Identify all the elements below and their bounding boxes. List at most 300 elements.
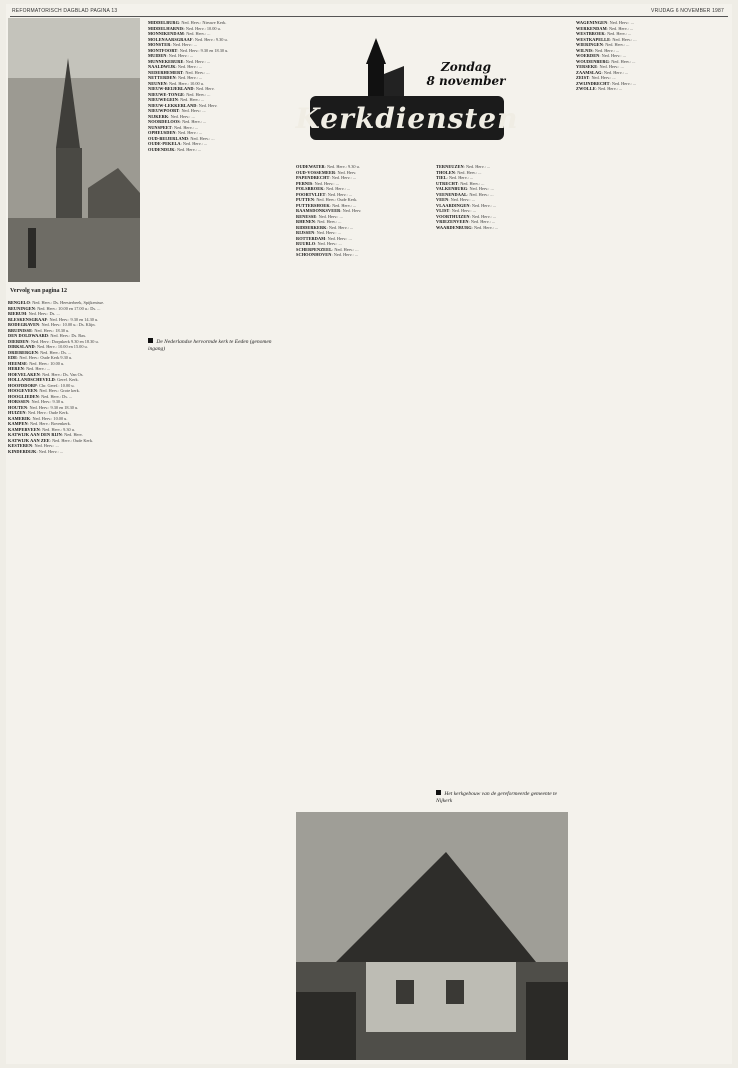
service-details: Ned. Herv.: ... [185,69,210,75]
service-details: Ned. Herv.: Oude Kerk. [27,410,69,415]
town-name: BEUNINGEN [8,305,35,311]
service-details: Geref. Kerk. [57,377,79,382]
church-listing-entry: ZEIST: Ned. Herv.: ... [576,75,616,80]
service-details: Ned. Herv.: ... [332,202,357,208]
service-details: Ned. Herv.: ... [168,53,193,58]
town-name: KATWIJK AAN ZEE [8,437,50,443]
church-listing-entry: HOOGEVEEN: Ned. Herv.: Grote kerk. [8,388,80,393]
service-details: Ned. Herv. [337,169,357,175]
service-details: Ned. Herv.: 10.00 u. [29,360,65,366]
note-caption-text: De Nederlandse hervormde kerk te Eeden (genomen ingang) [148,339,272,352]
town-name: WESTKAPELLE [576,36,611,42]
church-listing-entry: BIERUM: Ned. Herv.: Ds. ... [8,311,60,316]
town-name: OUDE-PEKELA [148,141,181,146]
church-listing-entry: HEREN: Ned. Herv.: ... [8,366,51,371]
church-listing-entry: KATWIJK AAN ZEE: Ned. Herv.: Oude Kerk. [8,437,94,443]
town-name: KAMERIK [8,415,31,421]
service-details: Ned. Herv.: Oude Kerk. [52,437,94,443]
service-details: Ned. Herv.: Ds. ... [40,349,72,355]
service-details: Ned. Herv.: ... [599,64,624,69]
service-details: Ned. Herv.: ... [180,97,205,102]
service-details: Ned. Herv.: ... [316,230,341,235]
service-details: Ned. Herv.: Oude Kerk. [316,197,358,202]
town-name: VEEN [436,197,449,202]
church-listing-entry: NAALDWIJK: Ned. Herv.: ... [148,64,203,69]
service-details: Ned. Herv.: 10.00 u. [185,25,221,31]
church-listing-entry: NEUNEN: Ned. Herv.: 10.00 u. [148,80,204,86]
church-listing-entry: WOERDEN: Ned. Herv.: ... [576,53,626,58]
church-listing-entry: WAARDENBURG: Ned. Herv.: ... [436,224,499,230]
service-details: Ned. Herv.: ... [185,58,210,64]
masthead-title: Kerkdiensten [295,101,519,135]
church-listing-entry: OPHEUSDEN: Ned. Herv.: ... [148,130,203,135]
town-name: BLESKENSGRAAF [8,316,48,322]
service-details: Ned. Herv.: Ds. ... [28,311,60,316]
town-name: VALKENBURG [436,186,468,191]
church-listing-entry: DIERDEN: Ned. Herv.: Dorpskerk 9.30 en 18.30 u. [8,338,99,344]
church-illustration [8,18,140,282]
church-listing-entry: NIEUWPOORT: Ned. Herv.: ... [148,108,206,113]
town-name: NETTERDEN [148,75,176,80]
church-listing-entry: VEEN: Ned. Herv.: ... [436,197,475,202]
church-listing-entry: HUIZEN: Ned. Herv.: Oude Kerk. [8,410,69,415]
town-name: PERNIS [296,180,313,186]
church-listing-entry: OUDENDIJK: Ned. Herv.: ... [148,146,202,152]
church-listing-entry: ZAAMSLAG: Ned. Herv.: ... [576,69,629,75]
town-name: HUIZEN [8,410,26,415]
town-name: OUDEWATER [296,164,325,169]
service-details: Ned. Herv.: Ds. ... [41,393,73,399]
service-details: Ned. Herv.: ... [328,224,354,230]
town-name: HORSSEN [8,399,30,404]
town-name: WOERDEN [576,53,600,58]
town-name: RENESSE [296,213,317,219]
church-listing-entry: HOLLANDSCHEVELD: Geref. Kerk. [8,377,79,382]
service-details: Ned. Herv.: ... [182,119,207,124]
church-listing-entry: UTRECHT: Ned. Herv.: ... [436,180,485,186]
listing-column-3 [296,164,428,800]
church-listing-entry: WILNIS: Ned. Herv.: ... [576,47,620,53]
town-name: THOLEN [436,169,455,175]
church-listing-entry: KAMPERVEEN: Ned. Herv.: 9.30 u. [8,426,75,432]
town-name: NIJKERK [148,113,169,119]
church-listing-entry: EDE: Ned. Herv.: Oude Kerk 9.30 u. [8,355,73,360]
church-listing-entry: VLAARDINGEN: Ned. Herv.: ... [436,202,497,208]
town-name: NIEUWEGEIN [148,97,178,102]
house-photo-caption-text: Het kerkgebouw van de gereformeerde gemeente te Nijkerk [436,791,557,804]
listing-column-1 [8,300,140,1060]
masthead [296,38,518,154]
town-name: KAMPEN [8,421,28,426]
church-listing-entry: MONNIKENDAM: Ned. Herv.: ... [148,31,211,36]
town-name: NOORDELOOS [148,119,180,124]
town-name: OUD-VOSSEMEER [296,169,336,175]
town-name: KATWIJK AAN DEN RIJN [8,432,62,437]
service-details: Ned. Herv.: ... [471,213,497,219]
service-details: Ned. Herv.: ... [333,252,358,257]
masthead-datum: 8 november [426,74,506,88]
town-name: POORTVLIET [296,191,326,197]
church-listing-entry: NIEUW-LEKKERLAND: Ned. Herv. [148,102,218,108]
church-listing-entry: BENGELO: Ned. Herv.: Ds. Heesterbeek, Spijkenisse. [8,300,105,305]
town-name: BRUINISSE [8,327,33,333]
service-details: Ned. Herv.: ... [465,164,491,169]
church-listing-entry: RENESSE: Ned. Herv.: ... [296,213,343,219]
service-details: Ned. Herv.: 10.00 u. [169,80,204,86]
church-listing-entry: DRIEBERGEN: Ned. Herv.: Ds. ... [8,349,72,355]
town-name: NIEUW-LEKKERLAND [148,102,197,108]
town-name: HOLLANDSCHEVELD [8,377,55,382]
church-listing-entry: MONSTER: Ned. Herv.: ... [148,42,197,47]
town-name: VLAARDINGEN [436,202,470,208]
town-name: HOOGLIEDEN [8,393,39,399]
town-name: PUTTERSHOEK [296,202,330,208]
church-listing-entry: MIDDELHARNIS: Ned. Herv.: 10.00 u. [148,25,221,31]
service-details: Ned. Herv.: ... [317,219,342,224]
service-details: Ned. Herv.: Oude Kerk 9.30 u. [19,355,73,360]
church-listing-entry: POORTVLIET: Ned. Herv.: ... [296,191,352,197]
service-details: Ned. Herv.: ... [609,20,634,25]
service-details: Ned. Herv.: ... [474,224,499,230]
service-details: Ned. Herv.: ... [605,42,630,47]
service-details: Ned. Herv.: ... [38,448,63,454]
town-name: RHENEN [296,219,315,224]
town-name: HOOFDDORP [8,382,37,388]
town-name: DIERDEN [8,338,29,344]
service-details: Ned. Herv.: ... [470,219,496,224]
town-name: DRIEBERGEN [8,349,38,355]
church-listing-entry: HEEMSE: Ned. Herv.: 10.00 u. [8,360,65,366]
town-name: BODEGRAVEN [8,322,40,327]
service-details: Ned. Herv.: 10.00 en 17.00 u.: Ds. ... [37,305,101,311]
church-listing-entry: RIJSSEN: Ned. Herv.: ... [296,230,341,235]
church-listing-entry: RHENEN: Ned. Herv.: ... [296,219,342,224]
town-name: WOUDENBERG [576,58,609,64]
church-listing-entry: RAAMSDONKSVEER: Ned. Herv. [296,208,362,213]
town-name: VOORTHUIZEN [436,213,470,219]
service-details: Ned. Herv.: 9.30 u. [327,164,360,169]
church-listing-entry: WIERINGEN: Ned. Herv.: ... [576,42,630,47]
town-name: KESTEREN [8,443,33,448]
town-name: ROTTERDAM [296,235,326,241]
church-listing-entry: RUURLO: Ned. Herv.: ... [296,241,342,246]
town-name: NEDERHEMERT [148,69,184,75]
church-listing-entry: HOOGLIEDEN: Ned. Herv.: Ds. ... [8,393,73,399]
town-name: OPHEUSDEN [148,130,176,135]
service-details: Ned. Herv.: ... [469,186,494,191]
service-details: Ned. Herv.: ... [334,246,359,252]
church-listing-entry: OUD-VOSSEMEER: Ned. Herv. [296,169,357,175]
church-listing-entry: VRIEZENVEEN: Ned. Herv.: ... [436,219,496,224]
town-name: VEENENDAAL [436,191,468,197]
service-details: Ned. Herv.: ... [448,175,474,180]
church-listing-entry: NETTERDEN: Ned. Herv.: ... [148,75,203,80]
town-name: WAARDENBURG [436,224,472,230]
house-photo-caption [436,790,568,804]
service-details: Ned. Herv.: 10.00 u. [32,415,68,421]
church-listing-entry: TIEL: Ned. Herv.: ... [436,175,474,180]
service-details: Ned. Herv.: ... [174,124,199,130]
church-house-photo [296,812,568,1060]
service-details: Ned. Herv.: 9.30 en 18.30 u. [179,47,229,53]
town-name: PUTTEN [296,197,315,202]
town-name: RUURLO [296,241,316,246]
church-listing-entry: MONTFOORT: Ned. Herv.: 9.30 en 18.30 u. [148,47,229,53]
church-listing-entry: NIEUW-BEIJERLAND: Ned. Herv. [148,86,215,91]
service-details: Ned. Herv.: ... [190,135,215,141]
town-name: MIDDELHARNIS [148,25,184,31]
newspaper-page [6,4,732,1064]
service-details: Ned. Herv.: ... [594,47,620,53]
church-listing-entry: VOORTHUIZEN: Ned. Herv.: ... [436,213,497,219]
house-illustration [296,812,568,1060]
service-details: Ned. Herv.: ... [450,197,475,202]
service-details: Ned. Herv.: ... [177,64,203,69]
church-listing-entry: ROTTERDAM: Ned. Herv.: ... [296,235,352,241]
church-listing-entry: KAMERIK: Ned. Herv.: 10.00 u. [8,415,68,421]
town-name: NUNSPEET [148,124,172,130]
church-listing-entry: SCHOONHOVEN: Ned. Herv.: ... [296,252,358,257]
service-details: Ned. Herv.: ... [34,443,59,448]
church-listing-entry: YERSEKE: Ned. Herv.: ... [576,64,624,69]
church-photo-caption: Vervolg van pagina 12 [10,288,67,294]
church-icon [346,38,406,98]
church-listing-entry: MOLENAARSGRAAF: Ned. Herv.: 9.30 u. [148,36,228,42]
town-name: WESTBROEK [576,31,605,36]
service-details: Ned. Herv.: ... [318,213,343,219]
church-listing-entry: TERNEUZEN: Ned. Herv.: ... [436,164,491,169]
town-name: MUNNEKEBURE [148,58,184,64]
church-listing-entry: BODEGRAVEN: Ned. Herv.: 10.00 u.: Ds. Klijn. [8,322,96,327]
church-listing-entry: MUNNEKEBURE: Ned. Herv.: ... [148,58,210,64]
town-name: ZEIST [576,75,590,80]
service-details: Ned. Herv.: ... [182,141,208,146]
town-name: NAALDWIJK [148,64,176,69]
town-name: DEN DOLDWAARD [8,333,49,338]
service-details: Ned. Herv.: ... [469,191,494,197]
church-listing-entry: MUIDEN: Ned. Herv.: ... [148,53,193,58]
service-details: Ned. Herv.: Bovenkerk. [29,421,71,426]
church-listing-entry: OUDE-PEKELA: Ned. Herv.: ... [148,141,208,146]
church-listing-entry: HORSSEN: Ned. Herv.: 9.30 u. [8,399,65,404]
masthead-banner [295,96,519,140]
town-name: PAPENDRECHT [296,175,330,180]
town-name: OUD-BEIJERLAND [148,135,189,141]
church-listing-entry: OUDEWATER: Ned. Herv.: 9.30 u. [296,164,360,169]
service-details: Ned. Herv.: ... [186,31,211,36]
church-listing-entry: SCHERPENZEEL: Ned. Herv.: ... [296,246,359,252]
church-listing-entry: HOUTEN: Ned. Herv.: 9.30 en 18.30 u. [8,404,79,410]
church-listing-entry: WOUDENBERG: Ned. Herv.: ... [576,58,636,64]
town-name: MUIDEN [148,53,167,58]
service-details: Ned. Herv.: ... [591,75,616,80]
church-listing-entry: RIDDERKERK: Ned. Herv.: ... [296,224,354,230]
town-name: HOOGEVEEN [8,388,38,393]
church-listing-entry: NIEUWE-TONGE: Ned. Herv.: ... [148,91,211,97]
church-listing-entry: NEDERHEMERT: Ned. Herv.: ... [148,69,210,75]
town-name: YERSEKE [576,64,598,69]
masthead-day: Zondag [440,60,492,74]
service-details: Ned. Herv.: ... [172,42,197,47]
church-listing-entry: NUNSPEET: Ned. Herv.: ... [148,124,199,130]
masthead-date [416,60,516,88]
service-details: Ned. Herv.: ... [26,366,51,371]
town-name: BENGELO [8,300,30,305]
town-name: OUDENDIJK [148,146,175,152]
listing-column-5 [576,20,726,1060]
church-photo [8,18,140,282]
church-listing-entry: DIRKSLAND: Ned. Herv.: 10.00 en 15.00 u. [8,344,88,349]
town-name: NIEUWE-TONGE [148,91,184,97]
town-name: ZWIJNDRECHT [576,80,610,86]
town-name: HEREN [8,366,24,371]
church-listing-entry: ZWIJNDRECHT: Ned. Herv.: ... [576,80,637,86]
service-details: Ned. Herv.: ... [457,169,482,175]
service-details: Ned. Herv.: 9.30 en 14.30 u. [49,316,99,322]
service-details: Ned. Herv.: Ds. Van Os. [42,371,84,377]
service-details: Ned. Herv.: ... [331,175,356,180]
town-name: UTRECHT [436,180,458,186]
service-details: Ned. Herv.: ... [327,235,352,241]
church-listing-entry: WESTBROEK: Ned. Herv.: ... [576,31,632,36]
service-details: Ned. Herv.: ... [460,180,485,186]
church-listing-entry: HOOFDDORP: Chr. Geref.: 10.00 u. [8,382,75,388]
church-listing-entry: BEUNINGEN: Ned. Herv.: 10.00 en 17.00 u.: Ds. ... [8,305,101,311]
town-name: MIDDELBURG [148,20,180,25]
town-name: WAGENINGEN [576,20,608,25]
page-header-right: VRIJDAG 6 NOVEMBER 1987 [651,8,724,14]
church-listing-entry: NOORDELOOS: Ned. Herv.: ... [148,119,207,124]
church-listing-entry: OUD-BEIJERLAND: Ned. Herv.: ... [148,135,215,141]
service-details: Ned. Herv.: ... [597,86,623,91]
page-header-left: REFORMATORISCH DAGBLAD PAGINA 13 [12,8,118,14]
church-listing-entry: PERNIS: Ned. Herv.: ... [296,180,339,186]
church-listing-entry: WESTKAPELLE: Ned. Herv.: ... [576,36,637,42]
town-name: MONTFOORT [148,47,178,53]
town-name: SCHOONHOVEN [296,252,332,257]
service-details: Ned. Herv.: 9.30 u. [194,36,228,42]
town-name: WILNIS [576,47,593,53]
town-name: RIDDERKERK [296,224,327,230]
church-listing-entry: WAGENINGEN: Ned. Herv.: ... [576,20,634,25]
town-name: HOUTEN [8,404,28,410]
town-name: WIERINGEN [576,42,603,47]
church-listing-entry: KATWIJK AAN DEN RIJN: Ned. Herv. [8,432,83,437]
church-listing-entry: VLIST: Ned. Herv.: ... [436,208,476,213]
bullet-icon [436,790,441,795]
town-name: MOLENAARSGRAAF [148,36,193,42]
service-details: Ned. Herv.: ... [611,58,636,64]
service-details: Ned. Herv.: 9.30 u. [42,426,75,432]
church-listing-entry: KAMPEN: Ned. Herv.: Bovenkerk. [8,421,71,426]
service-details: Ned. Herv. [198,102,218,108]
service-details: Ned. Herv.: ... [607,31,632,36]
service-details: Ned. Herv.: ... [451,208,476,213]
listing-column-2 [148,20,288,1060]
town-name: ZAAMSLAG [576,69,602,75]
town-name: VLIST [436,208,450,213]
town-name: WERKENDAM [576,25,607,31]
town-name: HOEVELAKEN [8,371,40,377]
town-name: HEEMSE [8,360,27,366]
town-name: NEUNEN [148,80,167,86]
church-listing-entry: PAPENDRECHT: Ned. Herv.: ... [296,175,356,180]
church-listing-entry: VEENENDAAL: Ned. Herv.: ... [436,191,494,197]
header-rule [10,16,728,17]
church-listing-entry: VALKENBURG: Ned. Herv.: ... [436,186,494,191]
service-details: Ned. Herv.: ... [611,80,637,86]
church-listing-entry: KESTEREN: Ned. Herv.: ... [8,443,59,448]
service-details: Ned. Herv.: ... [603,69,629,75]
town-name: KINDERDIJK [8,448,37,454]
service-details: Ned. Herv.: ... [601,53,626,58]
service-details: Ned. Herv. [342,208,362,213]
service-details: Ned. Herv.: 10.00 en 15.00 u. [36,344,88,349]
service-details: Ned. Herv.: ... [612,36,637,42]
town-name: BIERUM [8,311,27,316]
service-details: Ned. Herv.: ... [314,180,339,186]
town-name: RAAMSDONKSVEER [296,208,341,213]
town-name: RIJSSEN [296,230,315,235]
service-details: Chr. Geref.: 10.00 u. [39,382,75,388]
service-details: Ned. Herv.: ... [177,130,203,135]
town-name: TIEL [436,175,447,180]
church-listing-entry: NIJKERK: Ned. Herv.: ... [148,113,195,119]
church-listing-entry: ZWOLLE: Ned. Herv.: ... [576,86,623,91]
church-listing-entry: WERKENDAM: Ned. Herv.: ... [576,25,634,31]
town-name: TERNEUZEN [436,164,464,169]
service-details: Ned. Herv.: Dorpskerk 9.30 en 18.30 u. [30,338,99,344]
town-name: ZWOLLE [576,86,596,91]
town-name: NIEUW-BEIJERLAND [148,86,194,91]
service-details: Ned. Herv. [64,432,83,437]
town-name: KAMPERVEEN [8,426,40,432]
service-details: Ned. Herv.: ... [325,186,351,191]
town-name: NIEUWPOORT [148,108,180,113]
church-listing-entry: PUTTEN: Ned. Herv.: Oude Kerk. [296,197,358,202]
listing-column-4 [436,164,568,784]
town-name: POLSBROEK [296,186,324,191]
service-details: Ned. Herv. [195,86,215,91]
service-details: Ned. Herv.: ... [176,146,202,152]
town-name: EDE [8,355,18,360]
service-details: Ned. Herv.: ... [327,191,352,197]
service-details: Ned. Herv.: 10.00 u.: Ds. Klijn. [41,322,96,327]
service-details: Ned. Herv.: ... [177,75,203,80]
service-details: Ned. Herv.: ... [186,91,211,97]
town-name: DIRKSLAND [8,344,35,349]
church-listing-entry: BRUINISSE: Ned. Herv.: 18.30 u. [8,327,70,333]
service-details: Ned. Herv.: Grote kerk. [39,388,80,393]
service-details: Ned. Herv.: ... [181,108,206,113]
church-listing-entry: POLSBROEK: Ned. Herv.: ... [296,186,351,191]
service-details: Ned. Herv.: ... [609,25,634,31]
service-details: Ned. Herv.: ... [170,113,195,119]
church-listing-entry: NIEUWEGEIN: Ned. Herv.: ... [148,97,205,102]
service-details: Ned. Herv.: 9.30 en 18.30 u. [29,404,79,410]
town-name: MONNIKENDAM [148,31,184,36]
service-details: Ned. Herv.: Ds. Bax. [50,333,87,338]
service-details: Ned. Herv.: 18.30 u. [34,327,70,333]
town-name: MONSTER [148,42,171,47]
church-listing-entry: BLESKENSGRAAF: Ned. Herv.: 9.30 en 14.30 u. [8,316,99,322]
church-listing-entry: MIDDELBURG: Ned. Herv.: Nieuwe Kerk. [148,20,227,25]
service-details: Ned. Herv.: Ds. Heesterbeek, Spijkenisse. [32,300,105,305]
church-listing-entry: PUTTERSHOEK: Ned. Herv.: ... [296,202,357,208]
church-listing-entry: KINDERDIJK: Ned. Herv.: ... [8,448,63,454]
service-details: Ned. Herv.: 9.30 u. [31,399,65,404]
service-details: Ned. Herv.: ... [317,241,342,246]
